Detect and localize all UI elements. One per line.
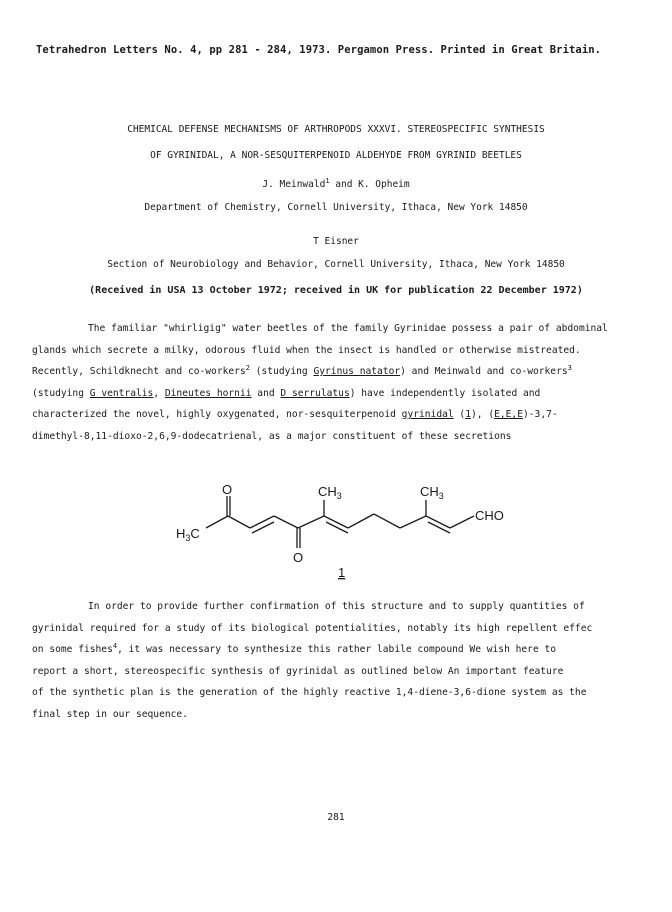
- stereo-descriptor: E,E,E: [494, 409, 523, 420]
- affiliation-chemistry: Department of Chemistry, Cornell University, Ithaca, New York 14850: [144, 202, 528, 213]
- footnote-ref-1: 1: [325, 176, 330, 185]
- author-meinwald: J. Meinwald: [262, 179, 326, 190]
- bond-c8-c9: [374, 514, 400, 528]
- compound-ref-1: 1: [465, 409, 471, 420]
- author-eisner: T Eisner: [313, 236, 359, 247]
- para2-line-1: In order to provide further confirmation of this structure and to supply quantities of: [88, 601, 585, 612]
- species-g-ventralis: G ventralis: [89, 387, 154, 399]
- species-d-serrulatus: D serrulatus: [280, 387, 350, 399]
- species-dineutes-hornii: Dineutes hornii: [164, 387, 252, 399]
- para2-line-5: of the synthetic plan is the generation of the highly reactive 1,4-diene-3,6-dione system as the: [32, 687, 587, 698]
- bond-c11-cho: [450, 516, 474, 528]
- received-dates: (Received in USA 13 October 1972; received in UK for publication 22 December 1972): [89, 285, 583, 296]
- bond-c10-c11: [426, 516, 450, 528]
- bond-c5-c6: [298, 516, 324, 528]
- gyrinidal-structure: [170, 480, 530, 580]
- bond-c10-c11-double: [428, 522, 450, 533]
- bond-c6-c7-double: [326, 522, 348, 533]
- footnote-ref-4: 4: [112, 641, 118, 650]
- para2-line-6: final step in our sequence.: [32, 708, 188, 720]
- bond-h3c-c2: [206, 516, 228, 528]
- authors-line-1: [0, 176, 672, 190]
- para1-line-2: glands which secrete a milky, odorous fluid when the insect is handled or otherwise mistreated.: [32, 344, 581, 356]
- bond-c7-c8: [348, 514, 374, 528]
- bond-c6-c7: [324, 516, 348, 528]
- para1-line-4: (studying G ventralis, Dineutes hornii and D serrulatus) have independently isolated and: [32, 387, 541, 399]
- bond-c3-c4: [250, 516, 274, 528]
- skeleton-bonds: [206, 496, 474, 548]
- bond-c9-c10: [400, 516, 426, 528]
- compound-gyrinidal: gyrinidal: [401, 409, 454, 420]
- bond-c4-c5: [274, 516, 298, 528]
- affiliation-neurobiology: Section of Neurobiology and Behavior, Cornell University, Ithaca, New York 14850: [107, 259, 565, 270]
- bond-c3-c4-double: [252, 522, 274, 533]
- para1-line-6: dimethyl-8,11-dioxo-2,6,9-dodecatrienal, as a major constituent of these secretions: [32, 430, 512, 442]
- footnote-ref-2: 2: [245, 363, 250, 372]
- para2-line-2: gyrinidal required for a study of its biological potentialities, notably its high repellent effec: [32, 622, 593, 634]
- carbonyl-oxygen-bottom: O: [293, 550, 304, 565]
- bond-c2-c3: [228, 516, 250, 528]
- para1-line-5: characterized the novel, highly oxygenated, nor-sesquiterpenoid gyrinidal (1), (E,E,E)-3,7-: [32, 409, 558, 420]
- title-line-1: CHEMICAL DEFENSE MECHANISMS OF ARTHROPODS XXXVI. STEREOSPECIFIC SYNTHESIS: [127, 124, 545, 135]
- methyl-label-1: $CH_3$: [318, 484, 342, 501]
- carbonyl-oxygen-top: O: [222, 482, 233, 497]
- h3c-label: $H_3C$: [176, 526, 200, 543]
- title-line-2: OF GYRINIDAL, A NOR-SESQUITERPENOID ALDEHYDE FROM GYRINID BEETLES: [150, 150, 522, 161]
- para1-line-1: The familiar "whirligig" water beetles of the family Gyrinidae possess a pair of abdominal: [88, 323, 608, 334]
- aldehyde-label: CHO: [475, 508, 504, 523]
- para2-line-3: on some fishes$^4$, it was necessary to synthesize this rather labile compound We wish here to: [32, 641, 557, 655]
- footnote-ref-3: 3: [567, 363, 572, 372]
- journal-citation-header: Tetrahedron Letters No. 4, pp 281 - 284, 1973. Pergamon Press. Printed in Great Britain.: [36, 44, 602, 56]
- compound-number-label: 1: [338, 565, 346, 580]
- author-opheim: and K. Opheim: [329, 179, 410, 190]
- species-gyrinus-natator: Gyrinus natator: [313, 366, 401, 377]
- paragraph-2: [32, 596, 638, 725]
- paragraph-1: [32, 318, 638, 447]
- page-number: 281: [327, 812, 345, 823]
- para2-line-4: report a short, stereospecific synthesis of gyrinidal as outlined below An important feature: [32, 665, 564, 677]
- para1-line-3: Recently, Schildknecht and co-workers$^2$ (studying Gyrinus natator) and Meinwald and co-workers$^3$: [32, 363, 572, 377]
- methyl-label-2: $CH_3$: [420, 484, 444, 501]
